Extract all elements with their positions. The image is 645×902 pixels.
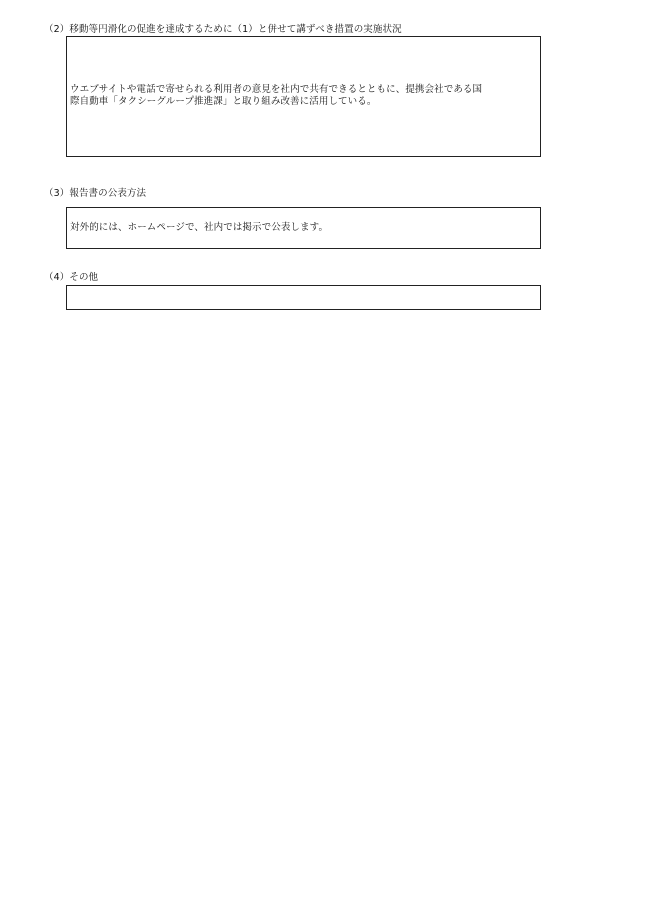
section-2-content-box xyxy=(66,36,541,157)
section-3-content-box xyxy=(66,207,541,249)
section-2-content-text: ウエブサイトや電話で寄せられる利用者の意見を社内で共有できるとともに、提携会社である国 際自動車「タクシーグループ推進課」と取り組み改善に活用している。 xyxy=(70,84,483,107)
section-3-heading: （3）報告書の公表方法 xyxy=(44,188,147,199)
section-4-heading: （4）その他 xyxy=(44,272,99,283)
section-3-content-text: 対外的には、ホームページで、社内では掲示で公表します。 xyxy=(70,222,329,233)
section-4-content-box xyxy=(66,285,541,310)
section-2-heading: （2）移動等円滑化の促進を達成するために（1）と併せて講ずべき措置の実施状況 xyxy=(44,24,402,35)
